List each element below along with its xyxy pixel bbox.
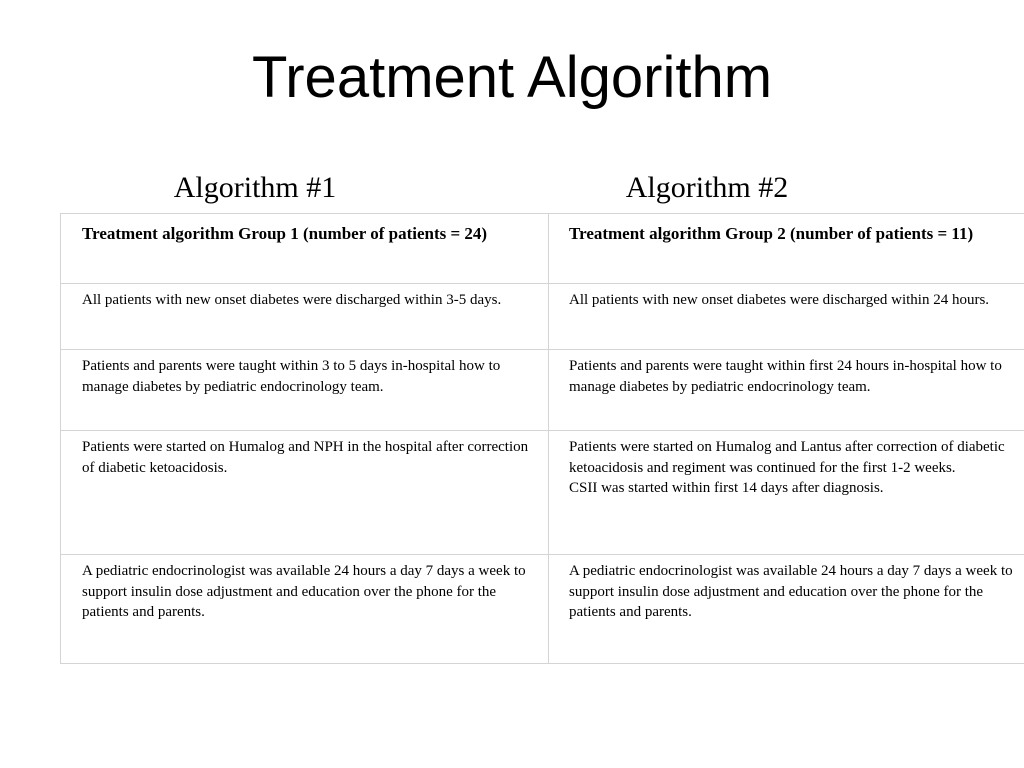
algorithm-1-heading: Algorithm #1 bbox=[173, 171, 337, 204]
group-2-header-cell: Treatment algorithm Group 2 (number of patients = 11) bbox=[549, 214, 1024, 284]
group-1-cell: All patients with new onset diabetes were discharged within 3-5 days. bbox=[61, 284, 549, 350]
group-2-cell: A pediatric endocrinologist was available 24 hours a day 7 days a week to support insulin dose adjustment and education over the phone for the patients and parents. bbox=[549, 555, 1024, 664]
table-row bbox=[61, 350, 1024, 431]
group-1-header-cell: Treatment algorithm Group 1 (number of patients = 24) bbox=[61, 214, 549, 284]
group-1-cell: Patients were started on Humalog and NPH in the hospital after correction of diabetic ketoacidosis. bbox=[61, 431, 549, 555]
table-header-row bbox=[61, 214, 1024, 284]
table-row bbox=[61, 284, 1024, 350]
algorithm-2-heading: Algorithm #2 bbox=[625, 171, 789, 204]
table-row bbox=[61, 431, 1024, 555]
group-1-cell: A pediatric endocrinologist was available 24 hours a day 7 days a week to support insulin dose adjustment and education over the phone for the patients and parents. bbox=[61, 555, 549, 664]
table-row bbox=[61, 555, 1024, 664]
treatment-comparison-table bbox=[60, 213, 1024, 664]
group-2-cell: Patients and parents were taught within first 24 hours in-hospital how to manage diabetes by pediatric endocrinology team. bbox=[549, 350, 1024, 431]
group-2-cell: All patients with new onset diabetes were discharged within 24 hours. bbox=[549, 284, 1024, 350]
group-2-cell-note: CSII was started within first 14 days after diagnosis. bbox=[569, 480, 884, 496]
slide-title: Treatment Algorithm bbox=[251, 45, 773, 110]
group-2-cell-text: Patients were started on Humalog and Lantus after correction of diabetic ketoacidosis and regiment was continued for the first 1-2 weeks. bbox=[569, 439, 1005, 476]
group-1-cell: Patients and parents were taught within 3 to 5 days in-hospital how to manage diabetes by pediatric endocrinology team. bbox=[61, 350, 549, 431]
group-2-cell bbox=[549, 431, 1024, 555]
